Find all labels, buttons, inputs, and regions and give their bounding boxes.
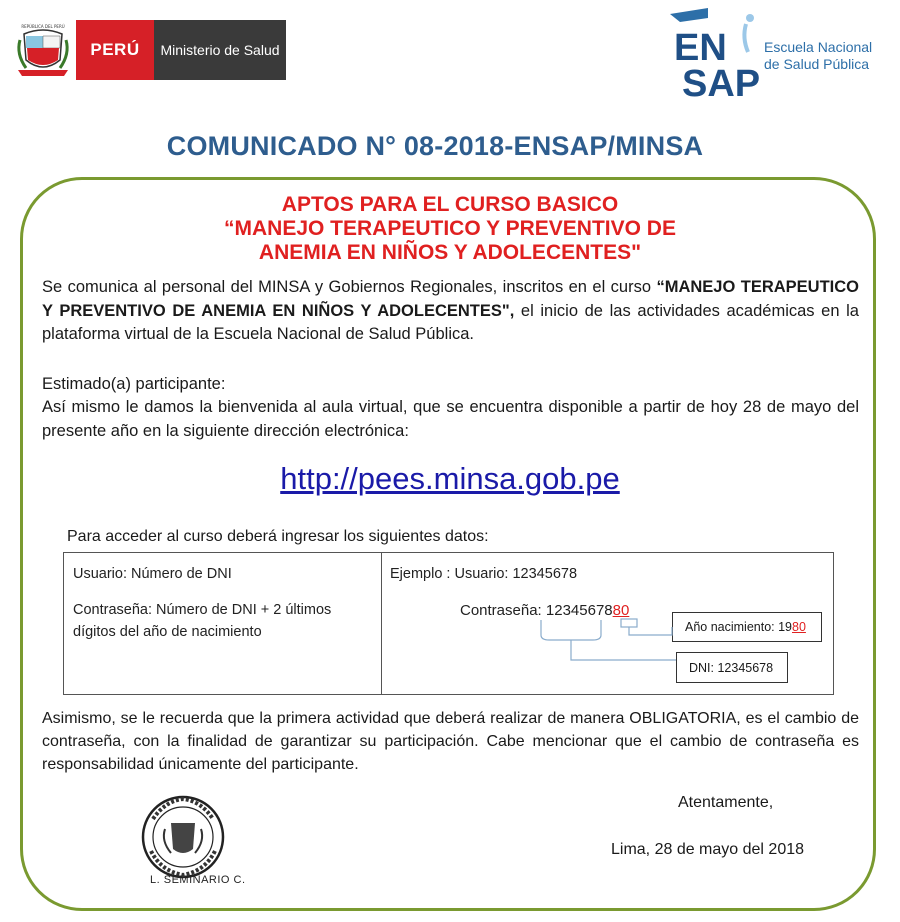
intro-paragraph (42, 276, 859, 347)
contrasena-example-suffix: 80 (612, 602, 630, 619)
svg-text:REPÚBLICA DEL PERÚ: REPÚBLICA DEL PERÚ (21, 24, 65, 29)
usuario-label: Usuario: Número de DNI (73, 566, 232, 582)
anio-nacimiento-box (672, 612, 822, 642)
anio-nacimiento-suffix: 80 (792, 620, 806, 634)
place-and-date: Lima, 28 de mayo del 2018 (611, 841, 805, 858)
page-title: COMUNICADO N° 08-2018-ENSAP/MINSA (166, 131, 704, 161)
welcome-paragraph: Así mismo le damos la bienvenida al aula virtual, que se encuentra disponible a partir de hoy 28 de mayo del presente año en la siguiente dirección electrónica: (42, 398, 859, 440)
table-divider (381, 553, 382, 694)
access-instructions-label: Para acceder al curso deberá ingresar los siguientes datos: (67, 528, 489, 545)
svg-text:SAP: SAP (682, 63, 760, 100)
peru-shield-icon (14, 20, 72, 80)
subtitle-line-3: ANEMIA EN NIÑOS Y ADOLECENTES" (258, 241, 642, 264)
anio-nacimiento-prefix: Año nacimiento: 19 (685, 620, 793, 634)
subtitle-line-2: “MANEJO TERAPEUTICO Y PREVENTIVO DE (224, 217, 676, 240)
contrasena-label-line-2: dígitos del año de nacimiento (73, 624, 262, 640)
contrasena-example-prefix: Contraseña: 12345678 (460, 602, 613, 619)
stamp-name: L. SEMINARIO C. (150, 874, 246, 886)
greeting: Estimado(a) participante: (42, 375, 226, 393)
contrasena-label-line-1: Contraseña: Número de DNI + 2 últimos (73, 602, 332, 618)
dni-box: DNI: 12345678 (676, 652, 788, 683)
platform-url-link[interactable]: http://pees.minsa.gob.pe (280, 461, 620, 496)
ensap-logo (668, 8, 888, 100)
intro-text-start: Se comunica al personal del MINSA y Gobiernos Regionales, inscritos en el curso (42, 278, 657, 296)
subtitle-line-1: APTOS PARA EL CURSO BASICO (281, 193, 619, 216)
ensap-name-line-2: de Salud Pública (764, 56, 870, 72)
closing-salutation: Atentamente, (678, 794, 774, 811)
ensap-mark-icon (668, 8, 760, 100)
peru-label: PERÚ (76, 20, 154, 80)
ejemplo-usuario-label: Ejemplo : Usuario: 12345678 (390, 566, 578, 582)
minsa-logo (14, 20, 286, 80)
svg-text:EN: EN (674, 27, 727, 69)
reminder-paragraph: Asimismo, se le recuerda que la primera actividad que deberá realizar de manera OBLIGATORIA, es el cambio de contraseña, con la finalidad de garantizar su participación. Cabe mencionar que el cambio de contraseña es responsabilidad únicamente del participante. (42, 710, 859, 773)
ensap-name-line-1: Escuela Nacional (764, 39, 873, 55)
credentials-table (63, 552, 834, 695)
contrasena-example (460, 602, 629, 619)
ministry-label: Ministerio de Salud (154, 20, 286, 80)
intro-text-end: el inicio de las actividades académicas en la plataforma virtual de la Escuela Nacional de Salud Pública. (42, 301, 859, 343)
course-name-bold: “MANEJO TERAPEUTICO Y PREVENTIVO DE ANEMIA EN NIÑOS Y ADOLECENTES", (42, 278, 859, 320)
